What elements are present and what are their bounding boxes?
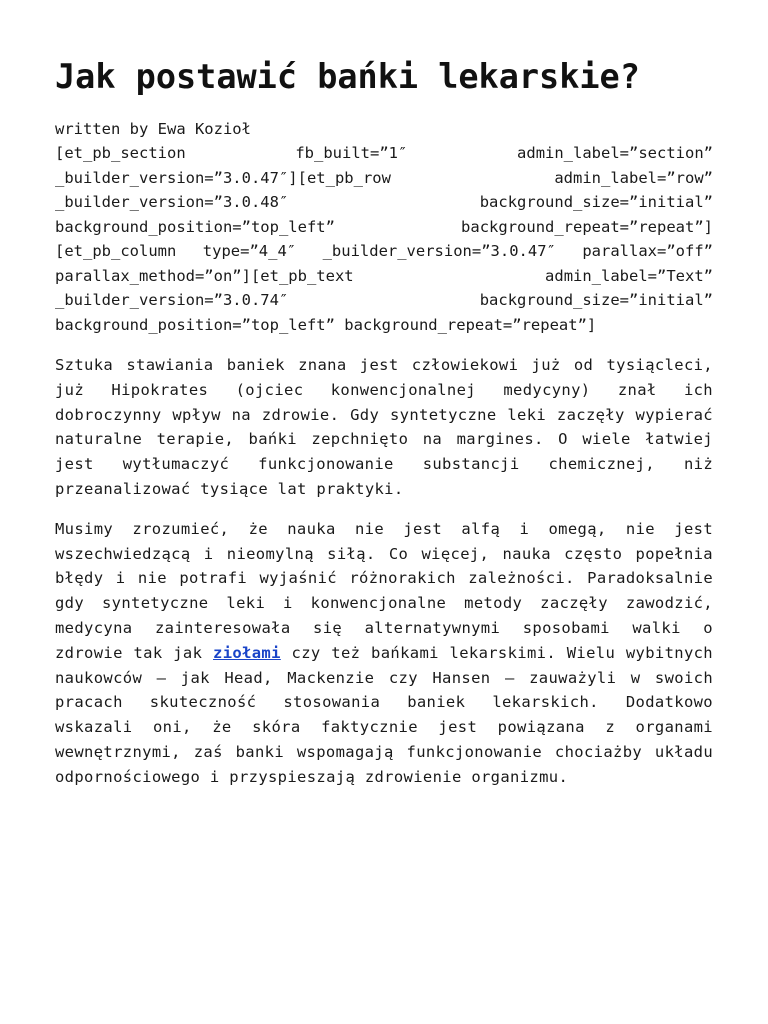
article-byline: written by Ewa Kozioł (55, 120, 251, 138)
paragraph-2-text-before-link: Musimy zrozumieć, że nauka nie jest alfą i omegą, nie jest wszechwiedzącą i nieomylną siłą. Co więcej, nauka często popełnia błędy i nie potrafi wyjaśnić różnorakich zależności. Paradoksalnie gdy syntetyczne leki i konwencjonalne metody zaczęły zawodzić, medycyna zainteresowała się alternatywnymi sposobami walki o zdrowie tak jak (55, 519, 713, 662)
builder-shortcode-text: [et_pb_section fb_built=”1″ admin_label=”section” _builder_version=”3.0.47″][et_pb_row admin_label=”row” _builder_version=”3.0.48″ background_size=”initial” background_position=”top_left” background_repeat=”repeat”][et_pb_column type=”4_4″ _builder_version=”3.0.47″ parallax=”off” parallax_method=”on”][et_pb_text admin_label=”Text” _builder_version=”3.0.74″ background_size=”initial” background_position=”top_left” background_repeat=”repeat”] (55, 144, 713, 334)
ziolami-link[interactable]: ziołami (213, 643, 281, 662)
article-title: Jak postawić bańki lekarskie? (55, 57, 640, 96)
article-paragraph-2 (55, 517, 713, 790)
paragraph-2-text-after-link: czy też bańkami lekarskimi. Wielu wybitnych naukowców – jak Head, Mackenzie czy Hansen – zauważyli w swoich pracach skuteczność stosowania baniek lekarskich. Dodatkowo wskazali oni, że skóra faktycznie jest powiązana z organami wewnętrznymi, zaś banki wspomagają funkcjonowanie chociażby układu odpornościowego i przyspieszają zdrowienie organizmu. (55, 643, 713, 786)
article-paragraph-1: Sztuka stawiania baniek znana jest człowiekowi już od tysiącleci, już Hipokrates (ojciec konwencjonalnej medycyny) znał ich dobroczynny wpływ na zdrowie. Gdy syntetyczne leki zaczęły wypierać naturalne terapie, bańki zepchnięto na margines. O wiele łatwiej jest wytłumaczyć funkcjonowanie substancji chemicznej, niż przeanalizować tysiące lat praktyki. (55, 356, 713, 498)
